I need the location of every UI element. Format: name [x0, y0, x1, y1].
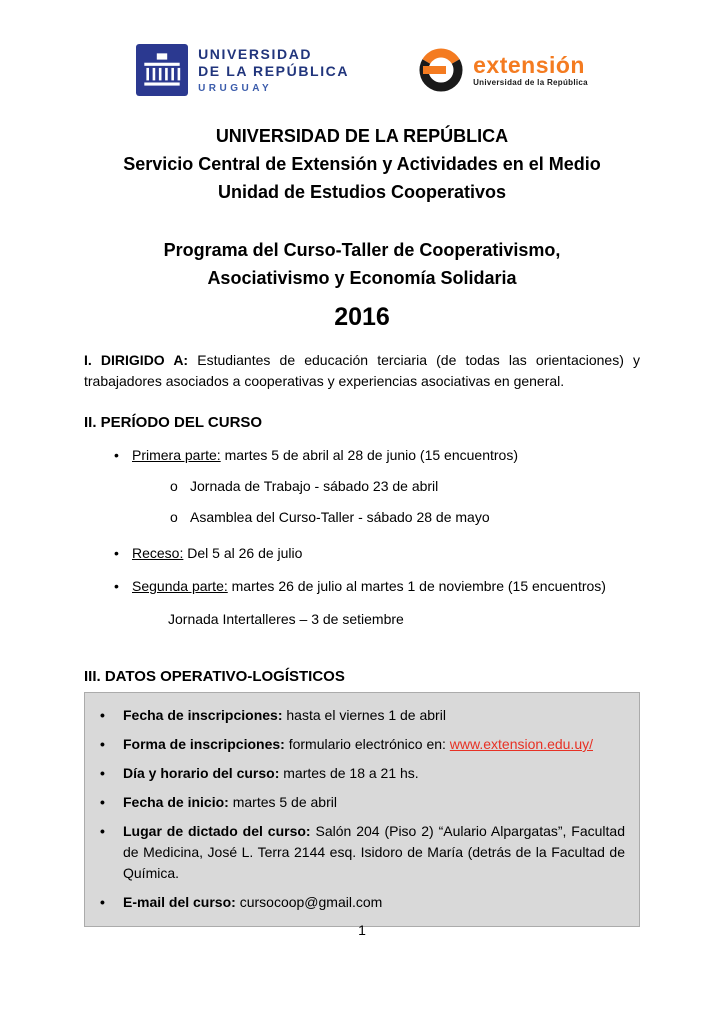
- info-box: [84, 692, 640, 927]
- list-item-text: [132, 543, 640, 564]
- extension-wordmark: extensión: [473, 51, 585, 78]
- info-item-text: [123, 763, 625, 784]
- header-institution: UNIVERSIDAD DE LA REPÚBLICA: [215, 126, 509, 146]
- header-service: Servicio Central de Extensión y Actividades en el Medio: [123, 154, 601, 174]
- extension-subtitle: Universidad de la República: [473, 77, 588, 87]
- circle-bullet-icon: o: [170, 478, 178, 494]
- intertalleres-note: Jornada Intertalleres – 3 de setiembre: [168, 611, 404, 627]
- info-item-forma-inscripciones: [100, 734, 625, 755]
- header-unit: Unidad de Estudios Cooperativos: [217, 182, 507, 202]
- lugar-label: Lugar de dictado del curso:: [123, 823, 311, 839]
- extension-e-icon: [417, 46, 465, 94]
- list-item-primera-parte: [114, 445, 640, 466]
- list-item-receso: [114, 543, 640, 564]
- course-title-line1: Programa del Curso-Taller de Cooperativismo,: [163, 240, 561, 260]
- list-item-segunda-parte: [114, 576, 640, 597]
- forma-inscripciones-text: formulario electrónico en:: [288, 736, 446, 752]
- extension-logo: [417, 46, 588, 94]
- bullet-icon: •: [114, 447, 119, 463]
- info-item-dia-horario: [100, 763, 625, 784]
- extension-wordmark-block: [473, 51, 588, 87]
- page-number: 1: [358, 922, 366, 938]
- list-item-text: [132, 445, 640, 466]
- bullet-icon: •: [100, 894, 105, 910]
- course-title-line2: Asociativismo y Economía Solidaria: [207, 268, 517, 288]
- section-heading-datos: III. DATOS OPERATIVO-LOGÍSTICOS: [84, 668, 345, 685]
- email-label: E-mail del curso:: [123, 894, 236, 910]
- info-item-fecha-inicio: [100, 792, 625, 813]
- info-item-text: [123, 705, 625, 726]
- fecha-inscripciones-text: hasta el viernes 1 de abril: [286, 707, 446, 723]
- inscription-url-link[interactable]: www.extension.edu.uy/: [449, 736, 593, 752]
- dia-horario-label: Día y horario del curso:: [123, 765, 280, 781]
- jornada-trabajo-text: Jornada de Trabajo - sábado 23 de abril: [190, 478, 439, 494]
- lugar-text: Salón 204 (Piso 2) “Aulario Alpargatas”, Facultad de Medicina, José L. Terra 2144 esq. Isidoro de María (detrás de la Facultad de Química.: [123, 823, 626, 881]
- info-item-text: [123, 821, 625, 884]
- forma-inscripciones-label: Forma de inscripciones:: [123, 736, 285, 752]
- fecha-inicio-text: martes 5 de abril: [232, 794, 337, 810]
- info-item-lugar: [100, 821, 625, 884]
- asamblea-text: Asamblea del Curso-Taller - sábado 28 de mayo: [190, 509, 490, 525]
- dirigido-label: I. DIRIGIDO A:: [84, 352, 189, 368]
- segunda-parte-text: martes 26 de julio al martes 1 de noviembre (15 encuentros): [231, 578, 606, 594]
- list-item-asamblea: [170, 507, 640, 528]
- list-item-text: [132, 576, 640, 597]
- udelar-wordmark: [198, 46, 349, 94]
- bullet-icon: •: [100, 707, 105, 723]
- receso-text: Del 5 al 26 de julio: [187, 545, 303, 561]
- info-item-inscripciones: [100, 705, 625, 726]
- primera-parte-text: martes 5 de abril al 28 de junio (15 encuentros): [224, 447, 518, 463]
- dia-horario-text: martes de 18 a 21 hs.: [283, 765, 419, 781]
- circle-bullet-icon: o: [170, 509, 178, 525]
- university-building-icon: [136, 44, 188, 96]
- info-item-text: [123, 892, 625, 913]
- email-text: cursocoop@gmail.com: [239, 894, 383, 910]
- course-title: [84, 236, 640, 292]
- receso-label: Receso:: [132, 545, 184, 561]
- segunda-parte-label: Segunda parte:: [132, 578, 228, 594]
- list-item-jornada-trabajo: [170, 476, 640, 497]
- bullet-icon: •: [100, 736, 105, 752]
- logo-row: [84, 38, 640, 102]
- udelar-wordmark-country: URUGUAY: [198, 83, 273, 94]
- dirigido-paragraph: [84, 350, 640, 392]
- info-item-email: [100, 892, 625, 913]
- info-item-text: [123, 792, 625, 813]
- dirigido-text: Estudiantes de educación terciaria (de todas las orientaciones) y trabajadores asociados a cooperativas y experiencias asociativas en general.: [84, 352, 640, 389]
- bullet-icon: •: [114, 545, 119, 561]
- fecha-inicio-label: Fecha de inicio:: [123, 794, 229, 810]
- bullet-icon: •: [114, 578, 119, 594]
- info-item-text: [123, 734, 625, 755]
- bullet-icon: •: [100, 794, 105, 810]
- header-block: [84, 122, 640, 206]
- section-heading-periodo: II. PERÍODO DEL CURSO: [84, 414, 263, 431]
- udelar-logo: [136, 44, 349, 96]
- bullet-icon: •: [100, 765, 105, 781]
- udelar-wordmark-line1: UNIVERSIDAD: [198, 46, 313, 62]
- udelar-wordmark-line2: DE LA REPÚBLICA: [198, 63, 350, 79]
- fecha-inscripciones-label: Fecha de inscripciones:: [123, 707, 283, 723]
- bullet-icon: •: [100, 823, 105, 839]
- primera-parte-label: Primera parte:: [132, 447, 221, 463]
- course-year: 2016: [334, 303, 390, 331]
